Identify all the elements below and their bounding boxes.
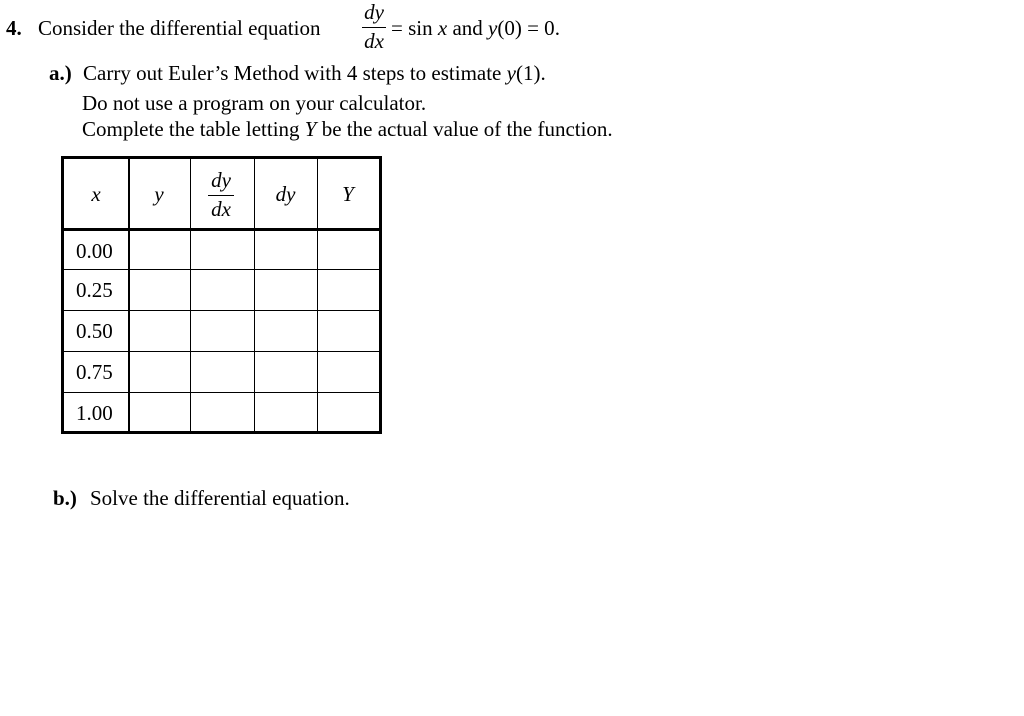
part-a-note: Do not use a program on your calculator.	[82, 91, 427, 115]
table-cell-x: 0.75	[76, 360, 113, 384]
rhs-equals-sin: = sin	[391, 16, 433, 40]
part-a-text: Carry out Euler’s Method with 4 steps to estimate	[83, 61, 502, 85]
table-cell-x: 0.50	[76, 319, 113, 343]
part-b-label: b.)	[53, 486, 77, 510]
header-dydx-numerator: dy	[211, 168, 231, 192]
table-cell-x: 1.00	[76, 401, 113, 425]
column-divider	[128, 159, 130, 431]
column-divider	[317, 159, 318, 431]
problem-number: 4.	[6, 16, 22, 40]
initial-condition-value: (0) = 0	[497, 16, 555, 40]
derivative-fraction	[360, 2, 388, 52]
part-a-line3-pre: Complete the table letting	[82, 117, 300, 141]
equation-period: .	[554, 16, 560, 40]
header-dy: dy	[275, 182, 296, 206]
derivative-denominator: dx	[364, 29, 384, 53]
part-a-argument: (1).	[515, 61, 546, 85]
header-y: y	[154, 182, 164, 206]
derivative-numerator: dy	[364, 0, 384, 24]
table-cell-x: 0.00	[76, 239, 113, 263]
column-divider	[190, 159, 191, 431]
equation-rhs	[391, 16, 560, 41]
header-fraction-bar	[208, 195, 234, 196]
euler-table	[61, 156, 382, 434]
part-a-label: a.)	[49, 61, 72, 85]
table-cell-x: 0.25	[76, 278, 113, 302]
fraction-bar	[362, 27, 386, 28]
header-x: x	[91, 182, 101, 206]
header-dydx-denominator: dx	[211, 197, 231, 221]
initial-condition-function: y	[488, 16, 498, 40]
header-Y: Y	[342, 182, 354, 206]
header-dydx	[190, 170, 252, 221]
part-b-instruction: Solve the differential equation.	[90, 486, 350, 510]
part-a-line3-post: be the actual value of the function.	[321, 117, 613, 141]
rhs-variable: x	[437, 16, 448, 40]
column-divider	[254, 159, 255, 431]
part-a-function: y	[506, 61, 516, 85]
problem-intro: Consider the differential equation	[38, 16, 321, 40]
part-a-table-instruction	[82, 117, 613, 142]
and-word: and	[452, 16, 483, 40]
part-a-instruction	[83, 61, 546, 86]
part-a-line3-var: Y	[304, 117, 317, 141]
